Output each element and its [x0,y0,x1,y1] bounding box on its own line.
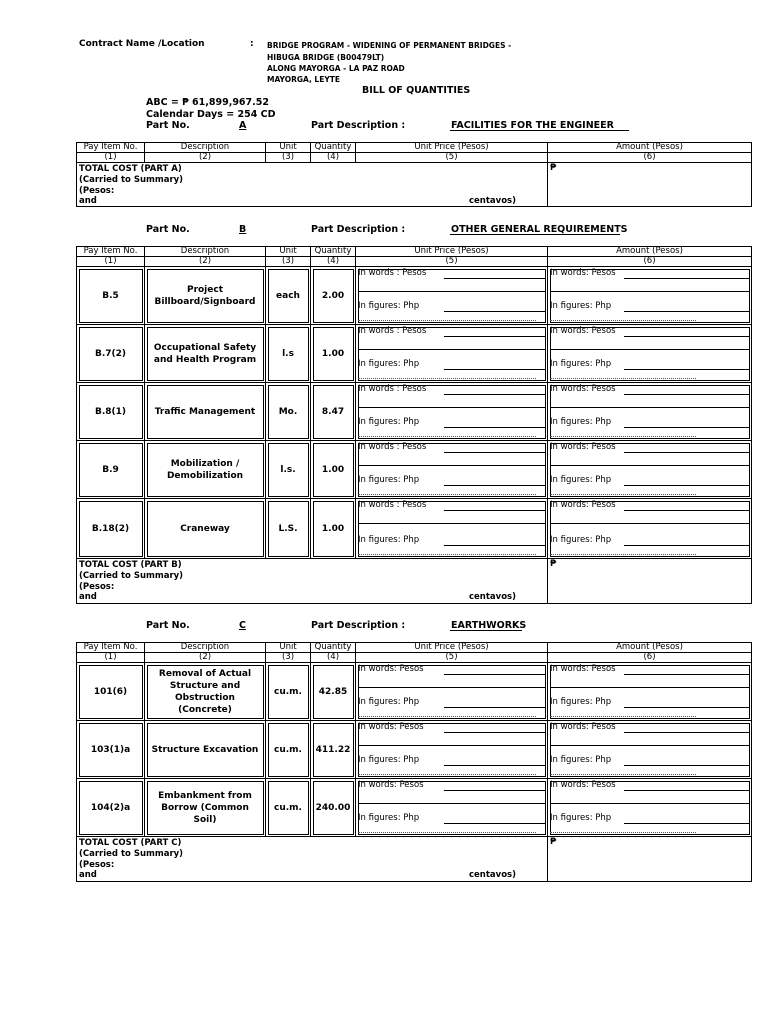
words-line[interactable] [624,452,749,453]
figures-dash [358,320,536,321]
amount-cell[interactable] [548,663,752,721]
figures-line[interactable] [624,707,749,708]
item-quantity: 42.85 [311,663,356,721]
figures-dash [550,832,696,833]
words-line[interactable] [444,278,545,279]
figures-dash [550,774,696,775]
part-c-carried: (Carried to Summary) [79,849,184,859]
figures-dash [358,832,536,833]
part-a-description: FACILITIES FOR THE ENGINEER [451,120,614,131]
in-figures-label: In figures: Php [358,755,420,765]
col-amount: Amount (Pesos) [548,247,752,257]
in-words-label: In words: Pesos [358,780,424,790]
unit-price-cell[interactable] [356,663,548,721]
item-unit: each [266,267,311,325]
item-unit: l.s. [266,441,311,499]
col-num-2: (2) [145,257,266,267]
in-words-label: In words: Pesos [550,664,616,674]
part-a-and: and [79,196,97,206]
in-words-label: In words: Pesos [358,664,424,674]
item-quantity: 1.00 [311,499,356,559]
col-quantity: Quantity [311,143,356,153]
in-figures-label: In figures: Php [358,359,420,369]
contract-line-4: MAYORGA, LEYTE [267,75,340,84]
col-num-5: (5) [356,153,548,163]
col-num-2: (2) [145,653,266,663]
col-num-3: (3) [266,153,311,163]
col-num-6: (6) [548,653,752,663]
col-unit: Unit [266,143,311,153]
part-c-description: EARTHWORKS [451,620,527,631]
part-a-pesos: (Pesos: [79,186,115,196]
item-quantity: 2.00 [311,267,356,325]
part-c-no-label: Part No. [146,620,190,631]
unit-price-cell[interactable] [356,383,548,441]
part-a-table [76,142,751,207]
words-line-2[interactable] [550,687,749,688]
words-line[interactable] [444,394,545,395]
words-line[interactable] [444,510,545,511]
table-row [77,383,752,441]
col-amount: Amount (Pesos) [548,643,752,653]
words-line-2[interactable] [550,291,749,292]
item-description: Mobilization / Demobilization [145,441,266,499]
words-line[interactable] [444,732,545,733]
unit-price-cell[interactable] [356,325,548,383]
col-num-1: (1) [77,257,145,267]
item-quantity: 1.00 [311,441,356,499]
words-line-2[interactable] [550,523,749,524]
col-description: Description [145,247,266,257]
part-c-letter: C [239,620,246,631]
in-words-label: In words: Pesos [550,268,616,278]
figures-dash [550,320,696,321]
words-line-2[interactable] [550,407,749,408]
col-num-6: (6) [548,257,752,267]
unit-price-cell[interactable] [356,267,548,325]
part-b-description: OTHER GENERAL REQUIREMENTS [451,224,628,235]
item-quantity: 1.00 [311,325,356,383]
figures-dash [358,494,536,495]
figures-dash [550,716,696,717]
table-row [77,779,752,837]
words-line-2[interactable] [358,687,545,688]
figures-dash [358,378,536,379]
col-num-4: (4) [311,653,356,663]
in-figures-label: In figures: Php [358,301,420,311]
col-quantity: Quantity [311,247,356,257]
part-a-no-label: Part No. [146,120,190,131]
amount-cell[interactable] [548,325,752,383]
contract-line-2: HIBUGA BRIDGE (B00479LT) [267,53,385,62]
figures-dash [358,774,536,775]
col-num-1: (1) [77,653,145,663]
calendar-days: Calendar Days = 254 CD [146,109,276,120]
item-unit: cu.m. [266,663,311,721]
words-line[interactable] [444,452,545,453]
table-row [77,267,752,325]
figures-line[interactable] [624,485,749,486]
words-line[interactable] [624,278,749,279]
col-num-6: (6) [548,153,752,163]
part-c-total-amount[interactable] [548,837,752,882]
item-description: Occupational Safety and Health Program [145,325,266,383]
pay-item-no: 104(2)a [77,779,145,837]
contract-label: Contract Name /Location [79,39,205,49]
pay-item-no: B.5 [77,267,145,325]
pay-item-no: B.9 [77,441,145,499]
in-figures-label: In figures: Php [550,535,612,545]
peso-sign: ₱ [550,559,557,569]
table-row [77,499,752,559]
col-description: Description [145,143,266,153]
in-words-label: In words : Pesos [358,326,427,336]
figures-line[interactable] [444,369,545,370]
contract-line-3: ALONG MAYORGA - LA PAZ ROAD [267,64,405,73]
words-line[interactable] [624,674,749,675]
table-row [77,325,752,383]
in-words-label: In words: Pesos [550,384,616,394]
words-line-2[interactable] [550,745,749,746]
part-c-desc-label: Part Description : [311,620,406,631]
item-unit: cu.m. [266,721,311,779]
item-unit: cu.m. [266,779,311,837]
doc-title: BILL OF QUANTITIES [362,85,471,96]
table-row [77,721,752,779]
words-line-2[interactable] [358,291,545,292]
in-words-label: In words : Pesos [358,268,427,278]
words-line[interactable] [624,732,749,733]
in-figures-label: In figures: Php [358,475,420,485]
in-figures-label: In figures: Php [550,755,612,765]
part-a-letter: A [239,120,247,131]
figures-line[interactable] [444,545,545,546]
in-words-label: In words: Pesos [358,722,424,732]
item-unit: L.S. [266,499,311,559]
col-pay-item: Pay Item No. [77,143,145,153]
col-num-3: (3) [266,257,311,267]
figures-line[interactable] [624,545,749,546]
pay-item-no: B.8(1) [77,383,145,441]
in-figures-label: In figures: Php [550,417,612,427]
col-quantity: Quantity [311,643,356,653]
part-a-desc-label: Part Description : [311,120,406,131]
part-b-table [76,246,751,604]
col-unit-price: Unit Price (Pesos) [356,247,548,257]
part-c-and: and [79,870,97,880]
part-b-centavos: centavos) [469,592,516,602]
part-a-desc-underline [450,130,629,131]
in-figures-label: In figures: Php [550,301,612,311]
figures-dash [550,378,696,379]
item-description: Removal of Actual Structure and Obstruction (Concrete) [145,663,266,721]
in-figures-label: In figures: Php [358,813,420,823]
amount-cell[interactable] [548,499,752,559]
table-row [77,441,752,499]
col-description: Description [145,643,266,653]
col-num-4: (4) [311,153,356,163]
item-description: Traffic Management [145,383,266,441]
figures-line[interactable] [444,765,545,766]
pay-item-no: B.18(2) [77,499,145,559]
figures-line[interactable] [624,823,749,824]
in-figures-label: In figures: Php [358,417,420,427]
words-line-2[interactable] [550,465,749,466]
col-pay-item: Pay Item No. [77,247,145,257]
col-num-5: (5) [356,257,548,267]
part-b-pesos: (Pesos: [79,582,115,592]
col-num-3: (3) [266,653,311,663]
col-num-5: (5) [356,653,548,663]
part-b-total-label: TOTAL COST (PART B) [79,560,182,570]
figures-line[interactable] [624,427,749,428]
part-c-total-label: TOTAL COST (PART C) [79,838,182,848]
words-line[interactable] [444,674,545,675]
amount-cell[interactable] [548,267,752,325]
amount-cell[interactable] [548,383,752,441]
amount-cell[interactable] [548,779,752,837]
item-unit: Mo. [266,383,311,441]
words-line[interactable] [624,510,749,511]
in-words-label: In words : Pesos [358,442,427,452]
col-num-4: (4) [311,257,356,267]
item-description: Project Billboard/Signboard [145,267,266,325]
part-c-desc-underline [450,630,522,631]
in-words-label: In words: Pesos [550,442,616,452]
item-description: Structure Excavation [145,721,266,779]
table-row [77,663,752,721]
pay-item-no: B.7(2) [77,325,145,383]
figures-line[interactable] [444,707,545,708]
figures-dash [550,436,696,437]
figures-line[interactable] [444,311,545,312]
item-description: Craneway [145,499,266,559]
amount-cell[interactable] [548,721,752,779]
pay-item-no: 103(1)a [77,721,145,779]
figures-dash [358,716,536,717]
words-line-2[interactable] [358,745,545,746]
part-b-total-box [77,559,548,604]
contract-colon: : [250,39,254,49]
figures-line[interactable] [624,369,749,370]
in-words-label: In words : Pesos [358,384,427,394]
part-c-total-box [77,837,548,882]
part-c-table [76,642,751,882]
figures-line[interactable] [624,765,749,766]
col-pay-item: Pay Item No. [77,643,145,653]
col-unit-price: Unit Price (Pesos) [356,643,548,653]
words-line-2[interactable] [358,407,545,408]
figures-dash [358,554,536,555]
words-line-2[interactable] [550,349,749,350]
unit-price-cell[interactable] [356,721,548,779]
in-figures-label: In figures: Php [358,535,420,545]
words-line-2[interactable] [358,523,545,524]
item-quantity: 240.00 [311,779,356,837]
figures-line[interactable] [444,823,545,824]
part-a-total-label: TOTAL COST (PART A) [79,164,182,174]
words-line[interactable] [624,394,749,395]
peso-sign: ₱ [550,837,557,847]
in-words-label: In words: Pesos [550,326,616,336]
col-amount: Amount (Pesos) [548,143,752,153]
part-b-letter: B [239,224,247,235]
part-b-total-amount[interactable] [548,559,752,604]
in-figures-label: In figures: Php [550,697,612,707]
in-figures-label: In figures: Php [550,813,612,823]
words-line-2[interactable] [358,803,545,804]
col-num-1: (1) [77,153,145,163]
amount-cell[interactable] [548,441,752,499]
in-words-label: In words: Pesos [550,500,616,510]
figures-line[interactable] [624,311,749,312]
words-line[interactable] [444,336,545,337]
figures-dash [358,436,536,437]
figures-line[interactable] [444,427,545,428]
in-figures-label: In figures: Php [550,359,612,369]
item-description: Embankment from Borrow (Common Soil) [145,779,266,837]
in-words-label: In words : Pesos [358,500,427,510]
col-unit: Unit [266,643,311,653]
words-line-2[interactable] [550,803,749,804]
item-unit: l.s [266,325,311,383]
peso-sign: ₱ [550,163,557,173]
part-a-centavos: centavos) [469,196,516,206]
part-b-carried: (Carried to Summary) [79,571,184,581]
part-b-desc-underline [450,234,620,235]
figures-dash [550,494,696,495]
pay-item-no: 101(6) [77,663,145,721]
in-words-label: In words: Pesos [550,780,616,790]
part-a-total-box [77,163,548,207]
words-line[interactable] [444,790,545,791]
unit-price-cell[interactable] [356,779,548,837]
part-b-and: and [79,592,97,602]
item-quantity: 8.47 [311,383,356,441]
words-line[interactable] [624,790,749,791]
unit-price-cell[interactable] [356,441,548,499]
contract-line-1: BRIDGE PROGRAM - WIDENING OF PERMANENT BRIDGES - [267,41,512,50]
in-words-label: In words: Pesos [550,722,616,732]
col-unit: Unit [266,247,311,257]
words-line-2[interactable] [358,349,545,350]
part-c-centavos: centavos) [469,870,516,880]
abc-amount: ABC = ₱ 61,899,967.52 [146,97,269,108]
figures-dash [550,554,696,555]
col-num-2: (2) [145,153,266,163]
part-b-desc-label: Part Description : [311,224,406,235]
in-figures-label: In figures: Php [358,697,420,707]
in-figures-label: In figures: Php [550,475,612,485]
words-line[interactable] [624,336,749,337]
figures-line[interactable] [444,485,545,486]
col-unit-price: Unit Price (Pesos) [356,143,548,153]
part-a-total-amount[interactable] [548,163,752,207]
part-a-carried: (Carried to Summary) [79,175,184,185]
unit-price-cell[interactable] [356,499,548,559]
part-b-no-label: Part No. [146,224,190,235]
words-line-2[interactable] [358,465,545,466]
item-quantity: 411.22 [311,721,356,779]
part-c-pesos: (Pesos: [79,860,115,870]
